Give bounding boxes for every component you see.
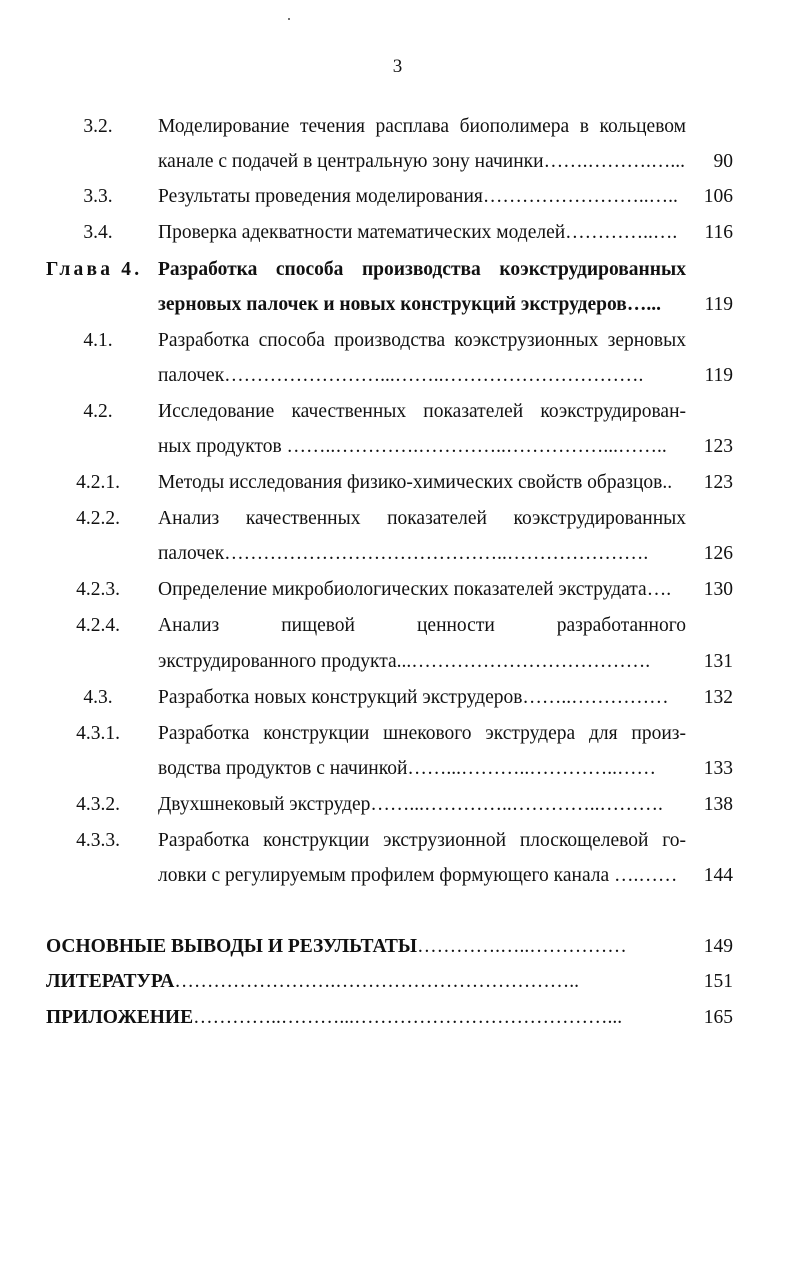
- entry-title: Проверка адекватности математических моделей…………..….: [158, 222, 678, 243]
- entry-title-cont: канале с подачей в центральную зону начинки…….……….…...: [158, 151, 685, 172]
- entry-title: Анализ качественных показателей коэкструдированных: [158, 508, 686, 529]
- entry-title-cont: экструдированного продукта...……………………………….: [158, 651, 651, 672]
- entry-title: Анализ пищевой ценности разработанного: [158, 615, 686, 636]
- entry-title: Разработка способа производства коэкструзионных зерновых: [158, 330, 686, 351]
- entry-page: 116: [704, 222, 733, 243]
- page-number: 3: [392, 56, 403, 77]
- section-title: ЛИТЕРАТУРА: [46, 971, 175, 992]
- entry-number: 3.2.: [83, 116, 113, 137]
- entry-title: Двухшнековый экструдер……...…………..…………..……….: [158, 794, 663, 815]
- entry-title: Разработка конструкции шнекового экструдера для произ-: [158, 723, 686, 744]
- section-title: ПРИЛОЖЕНИЕ: [46, 1007, 194, 1028]
- chapter-title: Разработка способа производства коэкструдированных: [158, 259, 686, 280]
- entry-title-cont: палочек……………………...……..………………………….: [158, 365, 644, 386]
- entry-title: Методы исследования физико-химических свойств образцов..: [158, 472, 673, 493]
- entry-title: Разработка конструкции экструзионной плоскощелевой го-: [158, 830, 686, 851]
- entry-number: 4.2.4.: [76, 615, 120, 636]
- entry-page: 123: [703, 436, 733, 457]
- chapter-page: 119: [704, 294, 733, 315]
- section-page: 149: [703, 936, 733, 957]
- entry-title: Результаты проведения моделирования……………………..…..: [158, 186, 678, 207]
- entry-number: 4.1.: [83, 330, 113, 351]
- entry-page: 132: [703, 687, 733, 708]
- section-leader-dots: …………………….………………………………..: [174, 971, 579, 992]
- section-appendix: [46, 1006, 622, 1030]
- section-conclusions: [46, 935, 627, 959]
- entry-title: Определение микробиологических показателей экструдата….: [158, 579, 672, 600]
- entry-number: 3.3.: [83, 186, 113, 207]
- chapter-label: Глава 4.: [46, 259, 143, 280]
- scan-speck: [288, 18, 290, 20]
- section-leader-dots: …………..………...…………………………………...: [193, 1007, 623, 1028]
- entry-page: 119: [704, 365, 733, 386]
- entry-number: 4.3.: [83, 687, 113, 708]
- section-leader-dots: ………….…..……………: [417, 936, 627, 957]
- entry-title: Исследование качественных показателей коэкструдирован-: [158, 401, 686, 422]
- entry-page: 123: [703, 472, 733, 493]
- entry-number: 4.3.2.: [76, 794, 120, 815]
- entry-page: 138: [703, 794, 733, 815]
- entry-number: 4.3.1.: [76, 723, 120, 744]
- entry-number: 4.2.3.: [76, 579, 120, 600]
- section-literature: [46, 970, 579, 994]
- entry-page: 126: [703, 543, 733, 564]
- entry-title-cont: ных продуктов ……..………….…………..……………...……..: [158, 436, 667, 457]
- entry-page: 133: [703, 758, 733, 779]
- entry-page: 106: [703, 186, 733, 207]
- entry-number: 4.2.1.: [76, 472, 120, 493]
- entry-title-cont: палочек……………………………………..………………….: [158, 543, 649, 564]
- entry-title-cont: ловки с регулируемым профилем формующего канала ….……: [158, 865, 678, 886]
- section-page: 151: [703, 971, 733, 992]
- entry-page: 131: [703, 651, 733, 672]
- entry-page: 90: [713, 151, 733, 172]
- chapter-title-cont: зерновых палочек и новых конструкций экструдеров…...: [158, 294, 661, 315]
- section-title: ОСНОВНЫЕ ВЫВОДЫ И РЕЗУЛЬТАТЫ: [46, 936, 418, 957]
- entry-title: Разработка новых конструкций экструдеров……..……………: [158, 687, 669, 708]
- entry-title: Моделирование течения расплава биополимера в кольцевом: [158, 116, 686, 137]
- entry-number: 4.2.: [83, 401, 113, 422]
- entry-page: 130: [703, 579, 733, 600]
- entry-number: 4.3.3.: [76, 830, 120, 851]
- entry-number: 3.4.: [83, 222, 113, 243]
- section-page: 165: [703, 1007, 733, 1028]
- entry-page: 144: [703, 865, 733, 886]
- entry-title-cont: водства продуктов с начинкой……...………..…………..……: [158, 758, 657, 779]
- entry-number: 4.2.2.: [76, 508, 120, 529]
